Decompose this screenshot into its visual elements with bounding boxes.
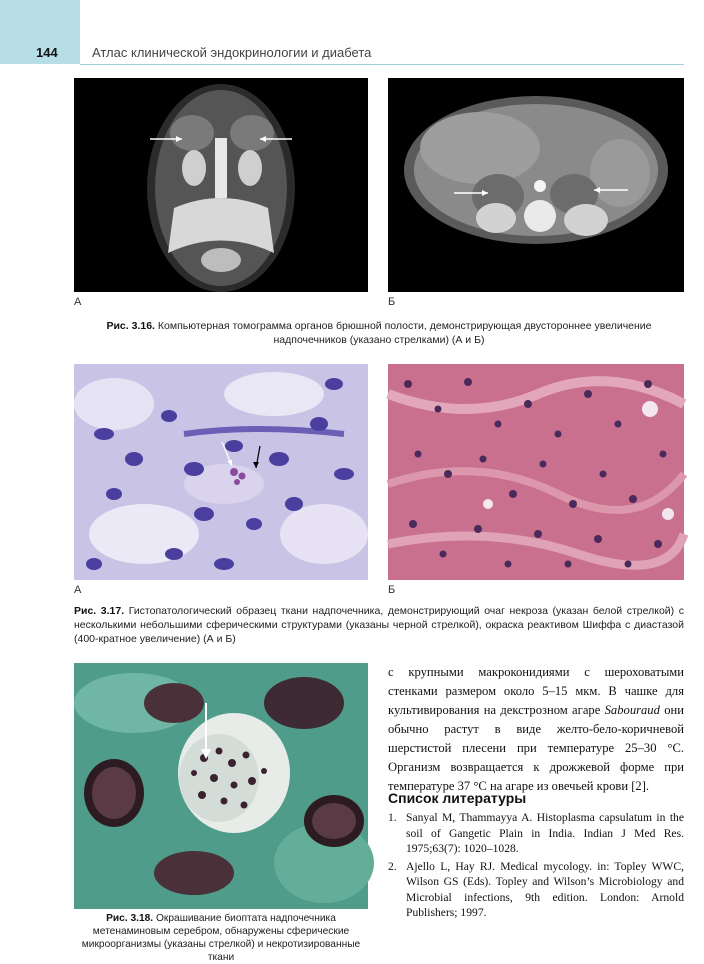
references-heading: Список литературы xyxy=(388,790,527,806)
histology-pas-b-image xyxy=(388,364,684,580)
page-number: 144 xyxy=(36,45,58,60)
body-text-part-2: они обычно растут в виде желто-бело-коричневой шерстистой плесени при температуре 25–30 °C. Организм возвращается к дрожжевой форме при температуре 37 °C на агаре из овечьей крови [2]. xyxy=(388,703,684,793)
silver-stain-drawing xyxy=(74,663,368,909)
references-list xyxy=(388,810,684,923)
fig316-caption-label: Рис. 3.16. xyxy=(106,320,155,332)
header-rule xyxy=(80,64,684,65)
running-title: Атлас клинической эндокринологии и диабета xyxy=(92,45,372,60)
fig317-caption xyxy=(74,604,684,646)
body-text-italic: Sabouraud xyxy=(604,703,660,717)
fig316-caption-text: Компьютерная томограмма органов брюшной полости, демонстрирующая двустороннее увеличение надпочечников (указано стрелками) (А и Б) xyxy=(157,320,652,346)
reference-number: 1. xyxy=(388,811,397,824)
ct-coronal-drawing xyxy=(74,78,368,292)
fig316-caption xyxy=(74,319,684,347)
fig317-panel-b-label: Б xyxy=(388,584,396,596)
reference-number: 2. xyxy=(388,859,397,873)
fig318-caption xyxy=(74,912,368,964)
body-paragraph xyxy=(388,663,684,796)
fig316-panel-b-label: Б xyxy=(388,296,396,308)
fig318-caption-text: Окрашивание биоптата надпочечника метенаминовым серебром, обнаружены сферические микроорганизмы (указаны стрелкой) и некротизированные ткани xyxy=(81,913,361,963)
ct-axial-image xyxy=(388,78,684,292)
histology-pas-a-drawing xyxy=(74,364,368,580)
fig318-caption-label: Рис. 3.18. xyxy=(106,913,154,924)
histology-pas-b-drawing xyxy=(388,364,684,580)
fig317-panel-a-label: А xyxy=(74,584,82,596)
fig316-panel-a-label: А xyxy=(74,296,82,308)
fig317-caption-text: Гистопатологический образец ткани надпочечника, демонстрирующий очаг некроза (указан белой стрелкой) с несколькими небольшими сферическими структурами (указаны черной стрелкой), окраска реактивом Шиффа с диастазой (400-кратное увеличение) (А и Б) xyxy=(74,605,684,645)
reference-item xyxy=(388,810,684,857)
reference-text: Sanyal M, Thammayya A. Histoplasma capsulatum in the soil of Gangetic Plain in India. Indian J Med Res. 1975;63(7): 1020–1028. xyxy=(406,811,684,855)
body-text-part-1: с крупными макроконидиями с шероховатыми стенками размером около 5–15 мкм. В чашке для культивирования на декстрозном агаре xyxy=(388,665,684,717)
silver-stain-image xyxy=(74,663,368,909)
ct-coronal-image xyxy=(74,78,368,292)
ct-axial-drawing xyxy=(388,78,684,292)
fig317-caption-label: Рис. 3.17. xyxy=(74,605,125,617)
reference-item xyxy=(388,859,684,921)
histology-pas-a-image xyxy=(74,364,368,580)
reference-text: Ajello L, Hay RJ. Medical mycology. in: Topley WWC, Wilson GS (Eds). Topley and Wilson’s Microbiology and Microbial infections, 9th edition. London: Arnold Publishers; 1997. xyxy=(406,859,684,919)
